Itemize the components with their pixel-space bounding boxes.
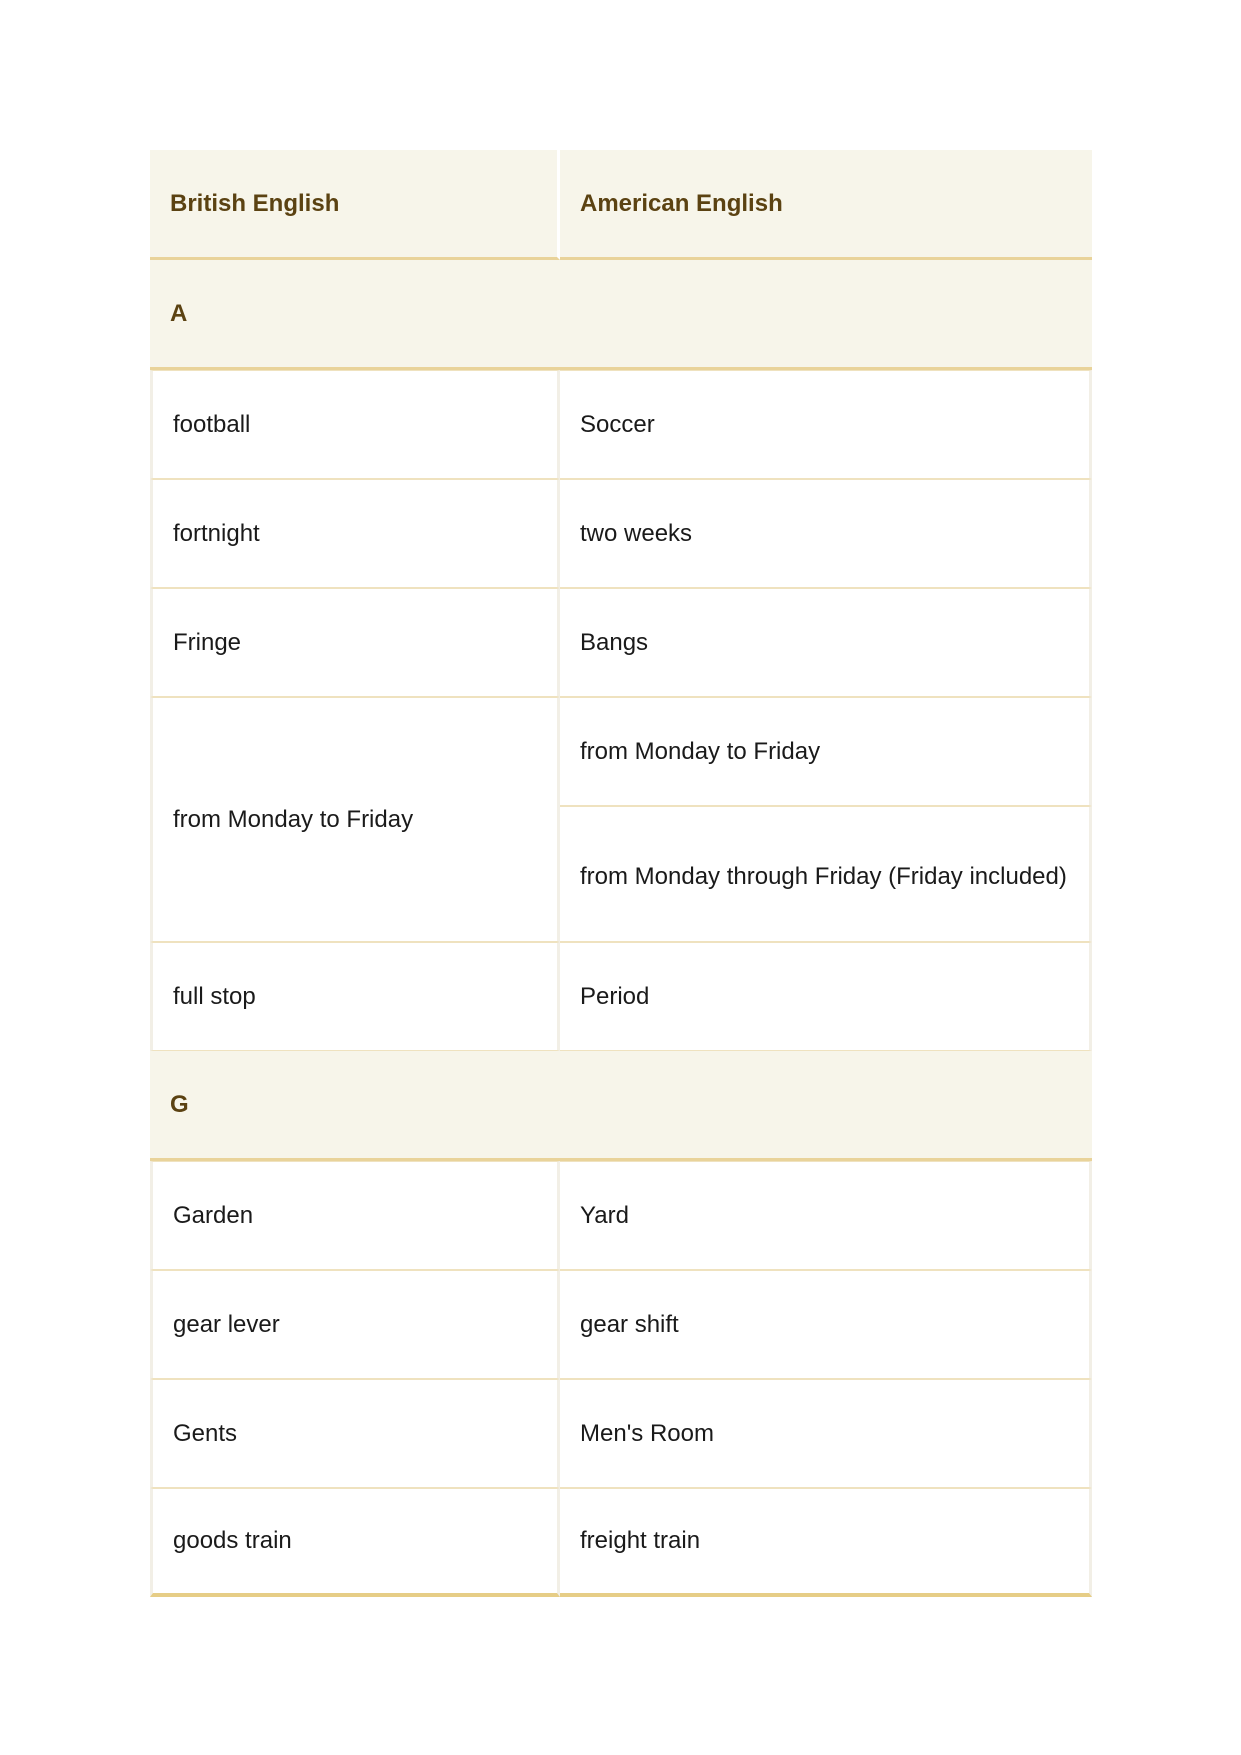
table-row	[150, 1488, 1092, 1597]
american-term: Men's Room	[560, 1379, 1092, 1488]
header-british-english: British English	[150, 150, 560, 260]
table-row	[150, 1379, 1092, 1488]
table-row	[150, 942, 1092, 1051]
section-row-g	[150, 1051, 1092, 1161]
british-term: Garden	[150, 1161, 560, 1270]
section-row-a	[150, 260, 1092, 370]
american-term: from Monday to Friday	[560, 697, 1092, 806]
table-row	[150, 370, 1092, 479]
table-row	[150, 697, 1092, 806]
british-term: Fringe	[150, 588, 560, 697]
header-american-english: American English	[560, 150, 1092, 260]
american-term: two weeks	[560, 479, 1092, 588]
table-header-row	[150, 150, 1092, 260]
table-row	[150, 588, 1092, 697]
table-row	[150, 1270, 1092, 1379]
section-letter: G	[150, 1051, 1092, 1161]
british-american-glossary-table	[150, 150, 1092, 1597]
american-term: from Monday through Friday (Friday included)	[560, 806, 1092, 942]
british-term: from Monday to Friday	[150, 697, 560, 942]
british-term: Gents	[150, 1379, 560, 1488]
british-term: gear lever	[150, 1270, 560, 1379]
british-term: fortnight	[150, 479, 560, 588]
british-term: football	[150, 370, 560, 479]
american-term: Yard	[560, 1161, 1092, 1270]
table-row	[150, 479, 1092, 588]
american-term: Period	[560, 942, 1092, 1051]
british-term: goods train	[150, 1488, 560, 1597]
american-term: gear shift	[560, 1270, 1092, 1379]
american-term: Soccer	[560, 370, 1092, 479]
table-row	[150, 1161, 1092, 1270]
section-letter: A	[150, 260, 1092, 370]
american-term: Bangs	[560, 588, 1092, 697]
american-term: freight train	[560, 1488, 1092, 1597]
british-term: full stop	[150, 942, 560, 1051]
